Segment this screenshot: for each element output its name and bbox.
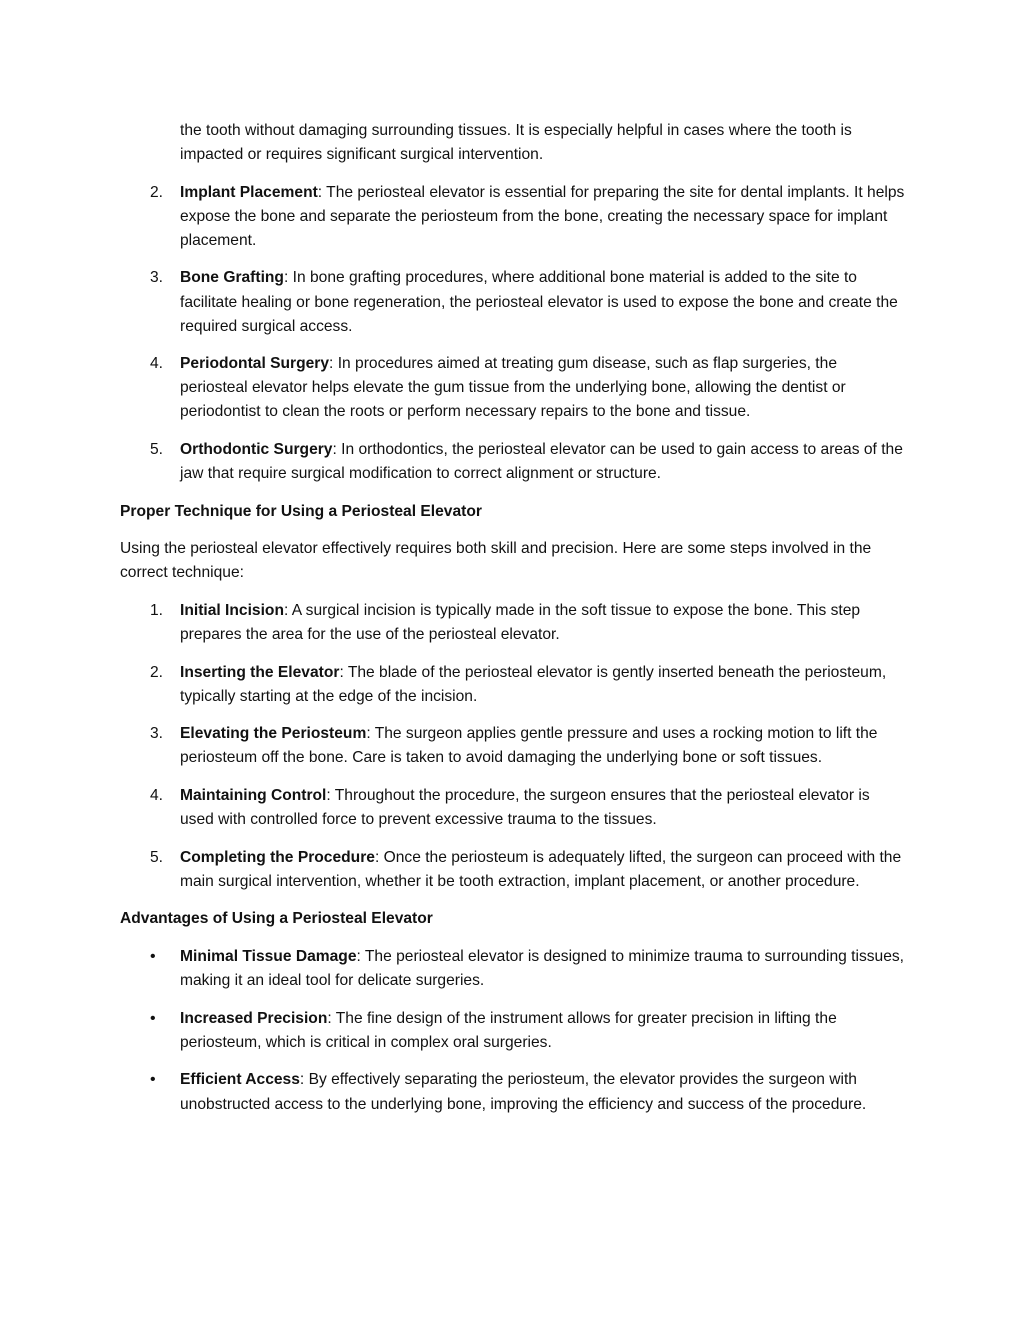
list-term: Inserting the Elevator: [180, 663, 340, 681]
bullet-icon: •: [150, 1071, 156, 1089]
list-text: : The blade of the periosteal elevator is gently inserted beneath the periosteum, typically starting at the edge of the incision.: [180, 663, 887, 705]
list-term: Completing the Procedure: [180, 848, 375, 866]
list-term: Increased Precision: [180, 1009, 328, 1027]
bullet-icon: •: [150, 1009, 156, 1027]
list-text: : The periosteal elevator is designed to minimize trauma to surrounding tissues, making it an ideal tool for delicate surgeries.: [180, 948, 905, 990]
list-number: 1.: [150, 602, 164, 619]
list-item: [120, 599, 905, 647]
list-item: [120, 846, 905, 894]
list-item: [120, 722, 905, 770]
list-item: [120, 784, 905, 832]
list-number: 5.: [150, 848, 164, 866]
list-term: Periodontal Surgery: [180, 355, 330, 373]
section-heading-advantages: Advantages of Using a Periosteal Elevator: [120, 910, 433, 928]
list-term: Elevating the Periosteum: [180, 725, 367, 743]
list-number: 4.: [150, 355, 164, 373]
list-item: [120, 181, 905, 253]
list-term: Bone Grafting: [180, 269, 284, 287]
list-text: : In bone grafting procedures, where additional bone material is added to the site to facilitate healing or bone regeneration, the periosteal elevator is used to expose the bone and create the required surgical access.: [180, 269, 898, 335]
list-text: : In procedures aimed at treating gum disease, such as flap surgeries, the periosteal elevator helps elevate the gum tissue from the underlying bone, allowing the dentist or periodontist to clean the roots or perform necessary repairs to the bone and tissue.: [180, 355, 846, 421]
list-number: 5.: [150, 441, 164, 459]
list-text: : The periosteal elevator is essential for preparing the site for dental implants. It helps expose the bone and separate the periosteum from the bone, creating the necessary space for implant placement.: [180, 183, 905, 249]
bullet-item: [120, 1007, 905, 1055]
list-term: Efficient Access: [180, 1071, 300, 1089]
list-term: Orthodontic Surgery: [180, 441, 333, 459]
list-item: [120, 438, 905, 486]
list-number: 2.: [150, 663, 164, 681]
page-content: [120, 119, 905, 1130]
list-text: : The fine design of the instrument allows for greater precision in lifting the periosteum, which is critical in complex oral surgeries.: [180, 1009, 837, 1051]
bullet-item: [120, 945, 905, 993]
list-term: Initial Incision: [180, 602, 284, 619]
list-text: : Throughout the procedure, the surgeon ensures that the periosteal elevator is used with controlled force to prevent excessive trauma to the tissues.: [180, 787, 870, 829]
list-term: Maintaining Control: [180, 787, 327, 805]
list-text: : Once the periosteum is adequately lifted, the surgeon can proceed with the main surgical intervention, whether it be tooth extraction, implant placement, or another procedure.: [180, 848, 902, 890]
list-number: 3.: [150, 269, 164, 287]
list-text: : In orthodontics, the periosteal elevator can be used to gain access to areas of the jaw that require surgical modification to correct alignment or structure.: [180, 441, 903, 483]
list-item: [120, 352, 905, 424]
uses-list: [120, 181, 905, 487]
bullet-item: [120, 1068, 905, 1116]
list-text: : The surgeon applies gentle pressure and uses a rocking motion to lift the periosteum off the bone. Care is taken to avoid damaging the underlying bone or soft tissues.: [180, 725, 878, 767]
list-text: : A surgical incision is typically made in the soft tissue to expose the bone. This step prepares the area for the use of the periosteal elevator.: [180, 602, 861, 644]
bullet-icon: •: [150, 948, 156, 966]
list-item: [120, 661, 905, 709]
list-term: Minimal Tissue Damage: [180, 948, 357, 966]
list-number: 3.: [150, 725, 164, 743]
section-heading-technique: Proper Technique for Using a Periosteal Elevator: [120, 502, 482, 520]
advantages-list: [120, 945, 905, 1117]
list-number: 2.: [150, 183, 164, 201]
list-text: : By effectively separating the periosteum, the elevator provides the surgeon with unobstructed access to the underlying bone, improving the efficiency and success of the procedure.: [180, 1071, 867, 1113]
list-item-continuation: the tooth without damaging surrounding tissues. It is especially helpful in cases where the tooth is impacted or requires significant surgical intervention.: [180, 122, 852, 164]
technique-list: [120, 599, 905, 894]
list-item: [120, 266, 905, 338]
list-term: Implant Placement: [180, 183, 318, 201]
technique-intro-paragraph: Using the periosteal elevator effectively requires both skill and precision. Here are some steps involved in the correct technique:: [120, 540, 872, 582]
list-number: 4.: [150, 787, 164, 805]
